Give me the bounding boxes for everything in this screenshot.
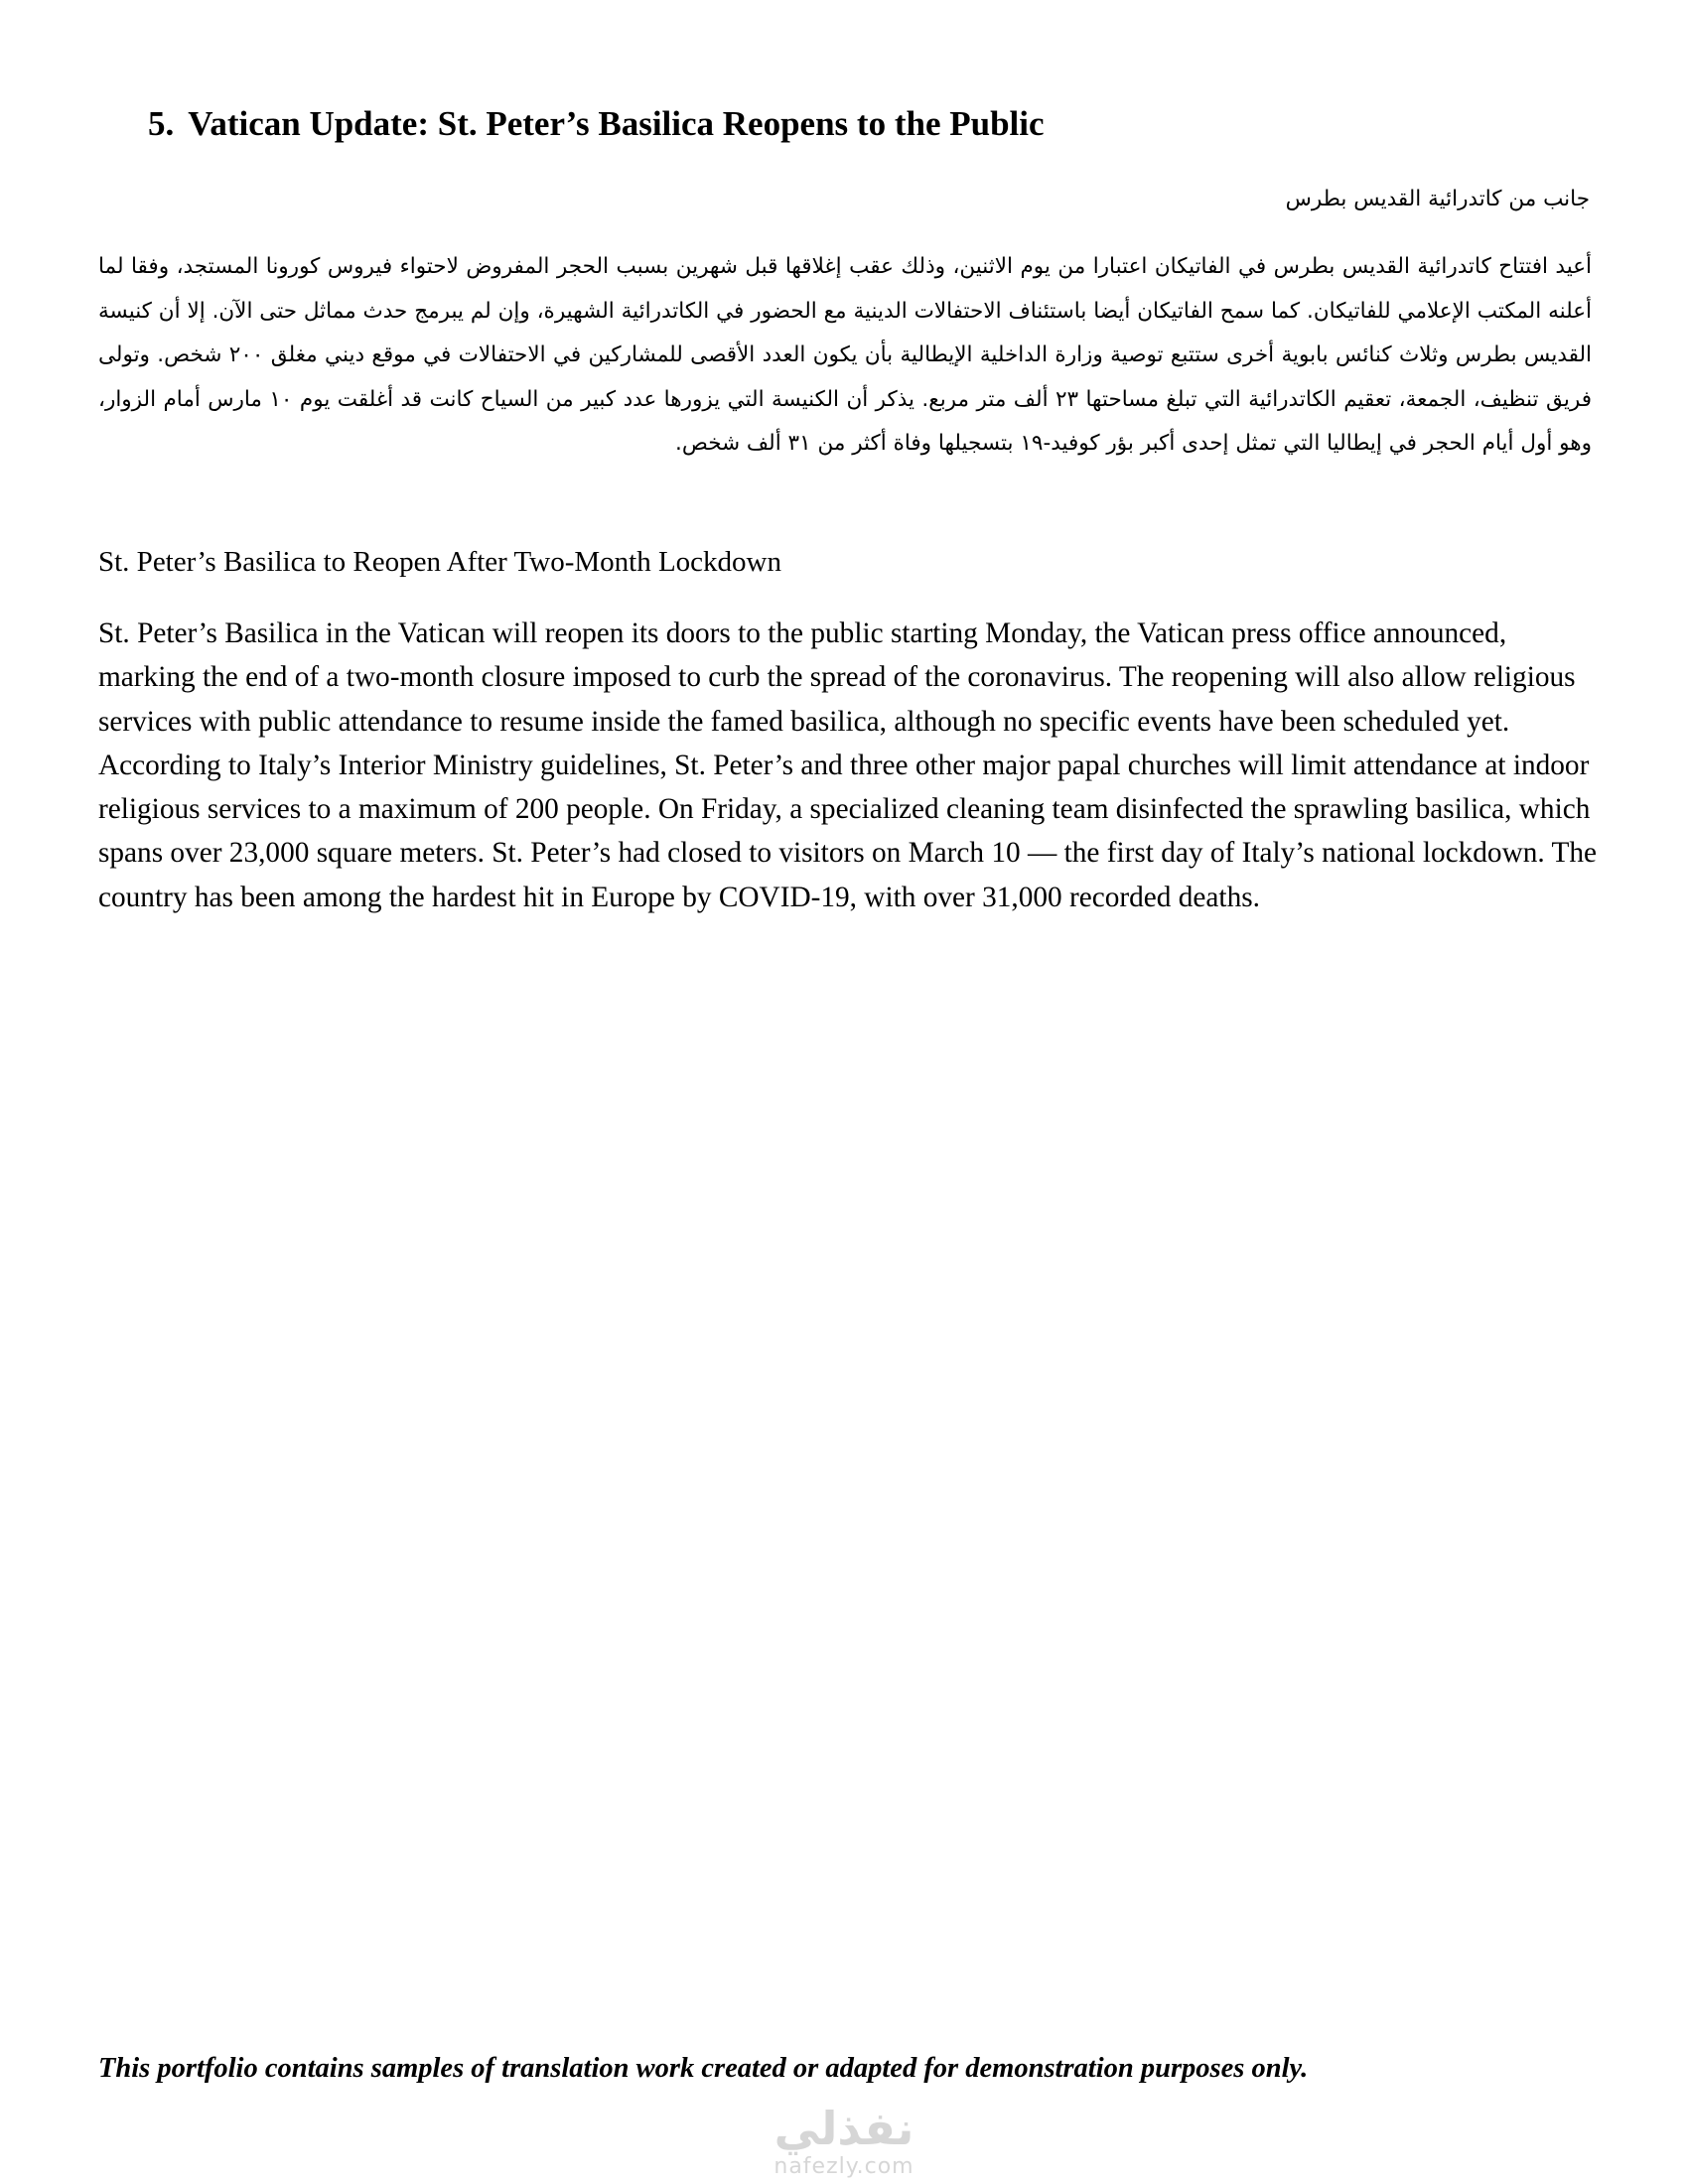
watermark-url: nafezly.com [774,2154,914,2179]
arabic-caption: جانب من كاتدرائية القديس بطرس [1285,187,1590,211]
english-subtitle: St. Peter’s Basilica to Reopen After Two-Month Lockdown [98,546,781,578]
section-heading [148,97,1588,151]
watermark-logo: نفذلي [774,2102,914,2155]
section-title: Vatican Update: St. Peter’s Basilica Reopens to the Public [188,104,1045,143]
arabic-body-paragraph: أعيد افتتاح كاتدرائية القديس بطرس في الفاتيكان اعتبارا من يوم الاثنين، وذلك عقب إغلاقها قبل شهرين بسبب الحجر المفروض لاحتواء فيروس كورونا المستجد، وفقا لما أعلنه المكتب الإعلامي للفاتيكان. كما سمح الفاتيكان أيضا باستئناف الاحتفالات الدينية مع الحضور في الكاتدرائية الشهيرة، وإن لم يبرمج حدث مماثل حتى الآن. إلا أن كنيسة القديس بطرس وثلاث كنائس بابوية أخرى ستتبع توصية وزارة الداخلية الإيطالية بأن يكون العدد الأقصى للمشاركين في الاحتفالات في موقع ديني مغلق ٢٠٠ شخص. وتولى فريق تنظيف، الجمعة، تعقيم الكاتدرائية التي تبلغ مساحتها ٢٣ ألف متر مربع. يذكر أن الكنيسة التي يزورها عدد كبير من السياح كانت قد أغلقت يوم ١٠ مارس أمام الزوار، وهو أول أيام الحجر في إيطاليا التي تمثل إحدى أكبر بؤر كوفيد-١٩ بتسجيلها وفاة أكثر من ٣١ ألف شخص. [98,254,1592,456]
english-body-paragraph: St. Peter’s Basilica in the Vatican will reopen its doors to the public starting Monday, the Vatican press office announced, marking the end of a two-month closure imposed to curb the spread of the coronavirus. The reopening will also allow religious services with public attendance to resume inside the famed basilica, although no specific events have been scheduled yet. According to Italy’s Interior Ministry guidelines, St. Peter’s and three other major papal churches will limit attendance at indoor religious services to a maximum of 200 people. On Friday, a specialized cleaning team disinfected the sprawling basilica, which spans over 23,000 square meters. St. Peter’s had closed to visitors on March 10 — the first day of Italy’s national lockdown. The country has been among the hardest hit in Europe by COVID-19, with over 31,000 recorded deaths. [98,617,1598,913]
portfolio-disclaimer: This portfolio contains samples of translation work created or adapted for demonstration purposes only. [98,2053,1309,2084]
nafezly-watermark [735,2103,953,2184]
section-number: 5. [148,104,175,143]
